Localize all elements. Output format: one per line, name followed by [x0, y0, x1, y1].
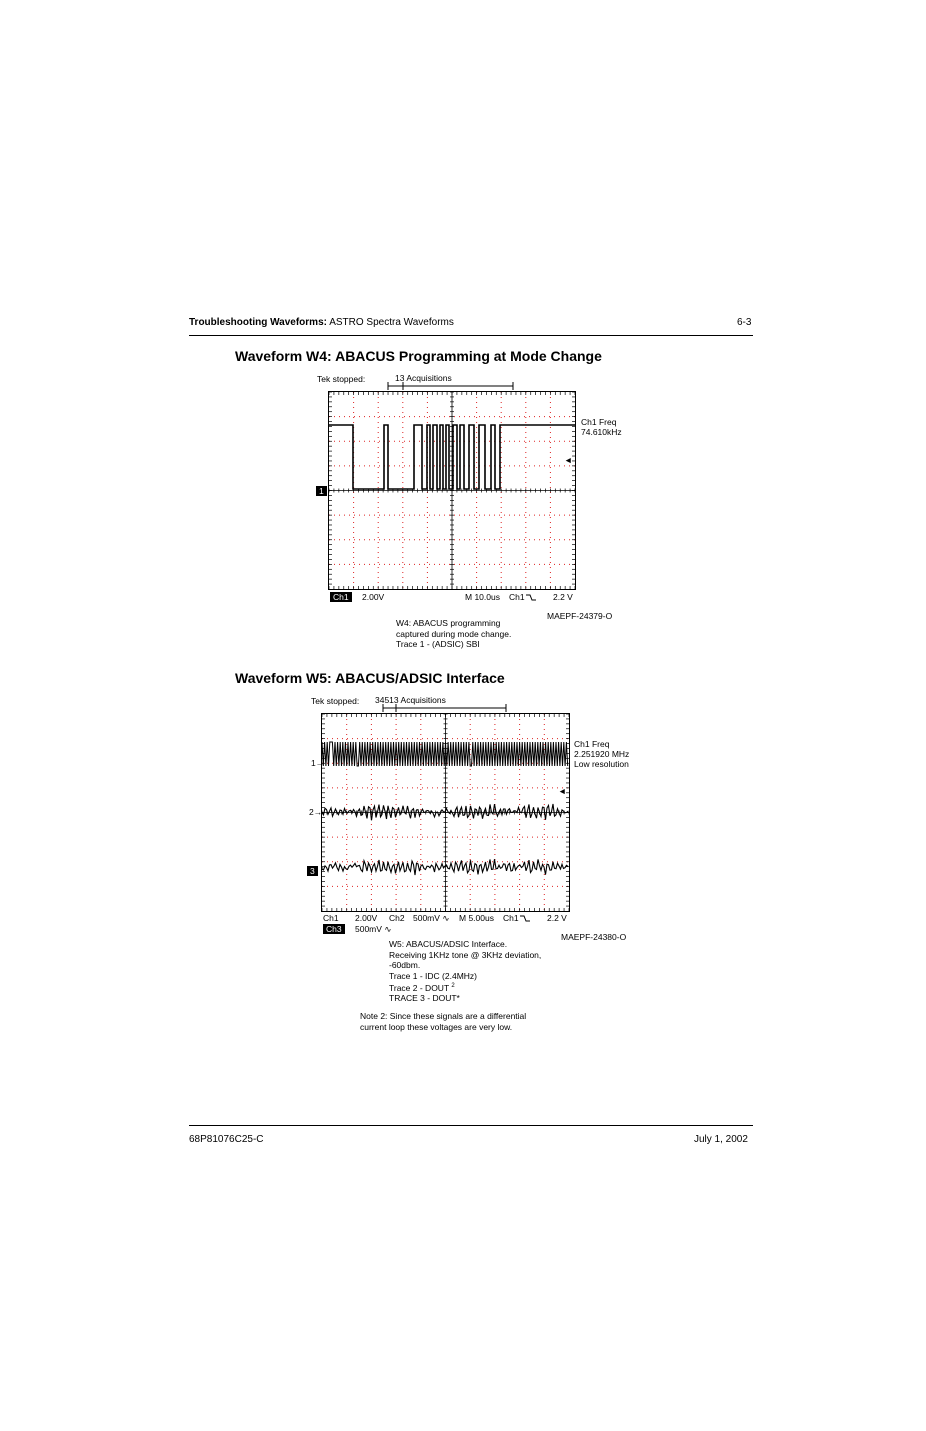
- w4-volts: 2.00V: [362, 592, 385, 602]
- w5-ch3-volts: 500mV ∿: [355, 924, 392, 934]
- w4-status: Tek stopped:: [317, 374, 366, 384]
- w5-ch3-box: Ch3: [323, 924, 345, 934]
- w4-graticule: [329, 392, 575, 589]
- w5-title: Waveform W5: ABACUS/ADSIC Interface: [235, 670, 505, 686]
- w5-caption: W5: ABACUS/ADSIC Interface. Receiving 1KHz tone @ 3KHz deviation, -60dbm. Trace 1 - IDC (2.4MHz) Trace 2 - DOUT $^2$ TRACE 3 - DOUT*: [389, 939, 542, 1004]
- w5-acquisitions: 34513 Acquisitions: [375, 695, 446, 705]
- w5-status: Tek stopped:: [311, 696, 360, 706]
- w5-scope-screen: [321, 713, 570, 912]
- w4-scope-screen: [328, 391, 576, 590]
- w4-figure-id: MAEPF-24379-O: [547, 611, 613, 621]
- w4-caption: W4: ABACUS programming captured during mode change. Trace 1 - (ADSIC) SBI: [396, 618, 512, 649]
- w5-trigger: Ch1: [503, 913, 531, 924]
- w5-meas-label: Ch1 Freq: [574, 739, 610, 749]
- w5-meas-note: Low resolution: [574, 759, 629, 769]
- w4-meas-label: Ch1 Freq: [581, 417, 617, 427]
- w5-note: Note 2: Since these signals are a differential current loop these voltages are very low.: [360, 1011, 527, 1032]
- w5-ch2-marker: 2→: [309, 807, 323, 817]
- header-rule: [189, 335, 753, 336]
- w5-ch1-volts: 2.00V: [355, 913, 378, 923]
- w5-ch1-marker: 1→: [311, 758, 325, 768]
- w4-trigger: Ch1: [509, 592, 537, 603]
- w5-trigger-level: 2.2 V: [547, 913, 567, 923]
- doc-number: 68P81076C25-C: [189, 1134, 264, 1145]
- w4-acquisition-bracket: [385, 381, 517, 391]
- ac-coupling-icon: ∿: [442, 913, 450, 923]
- w5-figure-id: MAEPF-24380-O: [561, 932, 627, 942]
- w5-ch1: Ch1: [323, 913, 339, 923]
- running-header: Troubleshooting Waveforms: ASTRO Spectra Waveforms: [189, 317, 454, 328]
- w4-timebase: M 10.0us: [465, 592, 500, 602]
- falling-edge-icon: [519, 914, 531, 923]
- w5-acquisition-bracket: [380, 703, 512, 713]
- w5-timebase: M 5.00us: [459, 913, 494, 923]
- w5-ch3-marker: 3: [307, 866, 318, 876]
- w5-trigger-arrow-icon: ◄: [558, 786, 567, 796]
- w5-ch2-volts: 500mV ∿: [413, 913, 450, 923]
- footer-rule: [189, 1125, 753, 1126]
- falling-edge-icon: [525, 593, 537, 602]
- w4-title: Waveform W4: ABACUS Programming at Mode Change: [235, 348, 602, 364]
- ac-coupling-icon: ∿: [384, 924, 392, 934]
- w5-ch2: Ch2: [389, 913, 405, 923]
- w5-meas-value: 2.251920 MHz: [574, 749, 630, 759]
- w4-ch1-box: Ch1: [330, 592, 352, 602]
- w4-ch1-marker: 1: [316, 486, 327, 496]
- w5-graticule: [322, 714, 569, 911]
- doc-date: July 1, 2002: [694, 1134, 748, 1145]
- w4-trigger-arrow-icon: ◄: [564, 455, 573, 465]
- w4-trigger-level: 2.2 V: [553, 592, 573, 602]
- w4-meas-value: 74.610kHz: [581, 427, 622, 437]
- w4-acquisitions: 13 Acquisitions: [395, 373, 452, 383]
- page-number: 6-3: [737, 317, 752, 328]
- w5-trace-1: [322, 742, 568, 766]
